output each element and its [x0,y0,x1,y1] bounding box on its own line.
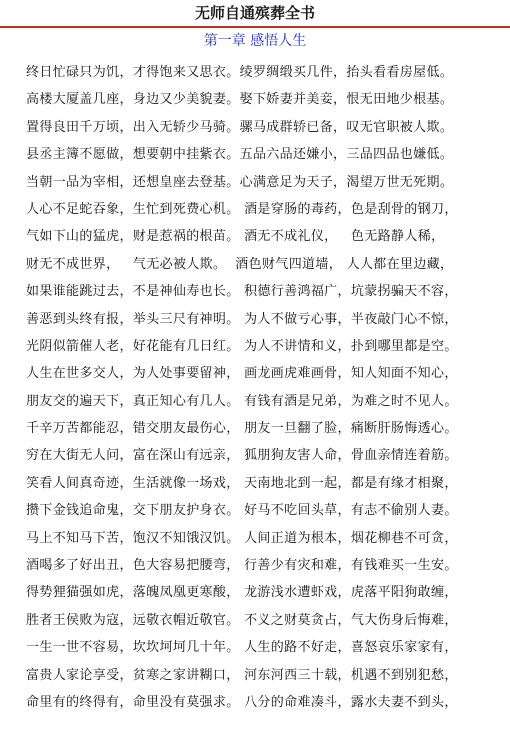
text-line: 财无不成世界， 气无必被人欺。 酒色财气四道墙， 人人都在里边藏， [26,256,454,272]
text-line: 富贵人家论享受，贫寒之家讲糊口， 河东河西三十载，机遇不到别犯愁， [26,667,458,683]
text-line: 善恶到头终有报，举头三尺有神明。 为人不做亏心事，半夜敲门心不惊， [26,311,458,327]
text-line: 终日忙碌只为饥，才得饱来又思衣。绫罗绸缎买几件，抬头看看房屋低。 [26,65,454,80]
text-line: 如果谁能跳过去，不是神仙寿也长。 积德行善鸿福广，坑蒙拐骗天不容， [26,284,458,300]
text-line: 置得良田千万顷，出入无轿少马骑。骡马成群轿已备，叹无官职被人欺。 [26,119,454,135]
text-line: 穷在大街无人问，富在深山有远亲， 狐朋狗友害人命，骨血亲情连着筋。 [26,448,458,464]
body-text [26,59,510,716]
text-line: 马上不知马下苦，饱汉不知饿汉饥。 人间正道为根本，烟花柳巷不可贪， [26,530,458,546]
text-line: 命里有的终得有，命里没有莫强求。 八分的命难凑斗，露水夫妻不到头， [26,694,458,710]
text-line: 光阴似箭催人老，好花能有几日红。 为人不讲情和义，扑到哪里都是空。 [26,338,458,354]
text-line: 县丞主簿不愿做，想要朝中挂紫衣。五品六品还嫌小，三品四品也嫌低。 [26,147,454,163]
text-line: 攒下金钱追命鬼，交下朋友护身衣。 好马不吃回头草，有志不偷别人妻。 [26,503,458,519]
book-title: 无师自通殡葬全书 [194,4,315,22]
text-line: 酒喝多了好出丑，色大容易把腰弯， 行善少有灾和难，有钱难买一生安。 [26,558,458,574]
text-line: 胜者王侯败为寇，远敬衣帽近敬官。 不义之财莫贪占，气大伤身后悔难， [26,612,458,628]
text-line: 一生一世不容易，坎坎坷坷几十年。 人生的路不好走，喜怒哀乐家家有， [26,640,458,656]
title-divider [0,26,510,28]
text-line: 人生在世多交人，为人处事要留神， 画龙画虎难画骨，知人知面不知心， [26,366,458,382]
chapter-title: 第一章 感悟人生 [203,33,307,49]
text-line: 高楼大厦盖几座，身边又少美貌妻。娶下娇妻并美妾，恨无田地少根基。 [26,92,454,108]
text-line: 朋友交的遍天下，真正知心有几人。 有钱有酒是兄弟，为难之时不见人。 [26,393,458,409]
text-line: 千辛万苦都能忍，错交朋友最伤心， 朋友一旦翻了脸，痛断肝肠悔透心。 [26,421,458,437]
text-line: 气如下山的猛虎，财是惹祸的根苗。 酒无不成礼仪， 色无路静人稀， [26,229,445,245]
text-line: 人心不足蛇吞象，生忙到死费心机。 酒是穿肠的毒药，色是刮骨的钢刀， [26,201,458,217]
text-line: 当朝一品为宰相，还想皇座去登基。心满意足为天子，渴望万世无死期。 [26,174,454,190]
text-line: 笑看人间真奇迹，生活就像一场戏， 天南地北到一起，都是有缘才相聚， [26,475,458,491]
text-line: 得势狸猫强如虎，落魄凤凰更寒酸， 龙游浅水遭虾戏，虎落平阳狗敢缠， [26,585,458,601]
